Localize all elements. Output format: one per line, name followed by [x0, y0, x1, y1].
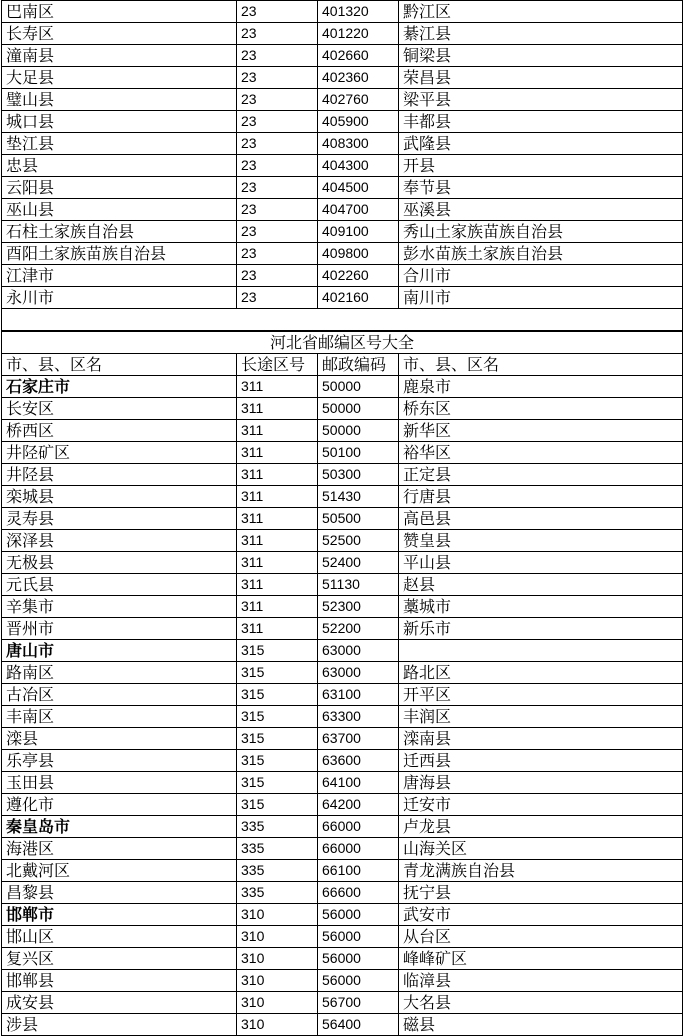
district-name-2: 开县 — [399, 155, 683, 177]
district-name: 海港区 — [2, 838, 237, 860]
postal-code: 63700 — [318, 728, 399, 750]
table-row — [2, 948, 683, 970]
district-name-2: 临漳县 — [399, 970, 683, 992]
postal-code: 50000 — [318, 420, 399, 442]
column-header-row — [2, 354, 683, 376]
district-name-2: 藁城市 — [399, 596, 683, 618]
district-name-2: 迁西县 — [399, 750, 683, 772]
district-name-2: 路北区 — [399, 662, 683, 684]
postal-code: 52200 — [318, 618, 399, 640]
district-name-2: 磁县 — [399, 1014, 683, 1036]
district-name-2: 抚宁县 — [399, 882, 683, 904]
spacer-section — [2, 309, 683, 332]
table-row — [2, 67, 683, 89]
area-code: 23 — [237, 89, 318, 111]
district-name-2: 丰润区 — [399, 706, 683, 728]
district-name-2 — [399, 640, 683, 662]
district-name-2: 峰峰矿区 — [399, 948, 683, 970]
table-row — [2, 287, 683, 309]
table-row — [2, 155, 683, 177]
area-code: 311 — [237, 464, 318, 486]
district-name: 潼南县 — [2, 45, 237, 67]
postal-code: 402760 — [318, 89, 399, 111]
area-code: 23 — [237, 221, 318, 243]
district-name: 云阳县 — [2, 177, 237, 199]
area-code: 315 — [237, 640, 318, 662]
table-row — [2, 464, 683, 486]
district-name-2: 大名县 — [399, 992, 683, 1014]
postal-code: 404300 — [318, 155, 399, 177]
postal-code: 56000 — [318, 948, 399, 970]
header-name: 市、县、区名 — [2, 354, 237, 376]
area-code: 311 — [237, 530, 318, 552]
district-name-2: 丰都县 — [399, 111, 683, 133]
area-code: 315 — [237, 662, 318, 684]
district-name-2: 合川市 — [399, 265, 683, 287]
district-name: 滦县 — [2, 728, 237, 750]
area-code: 23 — [237, 133, 318, 155]
area-code: 310 — [237, 926, 318, 948]
postal-code: 66600 — [318, 882, 399, 904]
area-code: 23 — [237, 199, 318, 221]
table-row — [2, 552, 683, 574]
district-name: 北戴河区 — [2, 860, 237, 882]
district-name: 遵化市 — [2, 794, 237, 816]
area-code: 311 — [237, 486, 318, 508]
table-row — [2, 45, 683, 67]
district-name: 辛集市 — [2, 596, 237, 618]
area-code: 310 — [237, 992, 318, 1014]
district-name: 邯郸县 — [2, 970, 237, 992]
postal-code: 64100 — [318, 772, 399, 794]
city-row — [2, 816, 683, 838]
table-row — [2, 111, 683, 133]
postal-code: 56700 — [318, 992, 399, 1014]
district-name-2: 荣昌县 — [399, 67, 683, 89]
district-name: 邯郸市 — [2, 904, 237, 926]
postal-code: 66000 — [318, 838, 399, 860]
area-code: 23 — [237, 265, 318, 287]
table-row — [2, 23, 683, 45]
postal-code: 56000 — [318, 904, 399, 926]
chongqing-section — [2, 1, 683, 309]
district-name-2: 鹿泉市 — [399, 376, 683, 398]
district-name: 栾城县 — [2, 486, 237, 508]
table-row — [2, 882, 683, 904]
district-name: 垫江县 — [2, 133, 237, 155]
table-row — [2, 177, 683, 199]
hebei-section — [2, 331, 683, 376]
district-name: 石柱土家族自治县 — [2, 221, 237, 243]
district-name-2: 山海关区 — [399, 838, 683, 860]
area-code: 23 — [237, 111, 318, 133]
postal-code: 402160 — [318, 287, 399, 309]
table-row — [2, 508, 683, 530]
district-name-2: 迁安市 — [399, 794, 683, 816]
postal-code: 50300 — [318, 464, 399, 486]
postal-code: 402660 — [318, 45, 399, 67]
table-row — [2, 992, 683, 1014]
area-code: 310 — [237, 948, 318, 970]
district-name: 石家庄市 — [2, 376, 237, 398]
area-code: 315 — [237, 684, 318, 706]
city-row — [2, 640, 683, 662]
district-name-2: 卢龙县 — [399, 816, 683, 838]
district-name: 忠县 — [2, 155, 237, 177]
district-name: 永川市 — [2, 287, 237, 309]
district-name-2: 巫溪县 — [399, 199, 683, 221]
district-name: 涉县 — [2, 1014, 237, 1036]
header-name-2: 市、县、区名 — [399, 354, 683, 376]
postal-code: 402260 — [318, 265, 399, 287]
header-area-code: 长途区号 — [237, 354, 318, 376]
postal-code: 52300 — [318, 596, 399, 618]
district-name: 长安区 — [2, 398, 237, 420]
district-name: 晋州市 — [2, 618, 237, 640]
section-title: 河北省邮编区号大全 — [2, 331, 683, 354]
table-row — [2, 772, 683, 794]
postal-code: 66100 — [318, 860, 399, 882]
area-code: 335 — [237, 860, 318, 882]
district-name-2: 彭水苗族土家族自治县 — [399, 243, 683, 265]
area-code: 311 — [237, 420, 318, 442]
postal-code: 409800 — [318, 243, 399, 265]
district-name: 复兴区 — [2, 948, 237, 970]
table-row — [2, 530, 683, 552]
district-name-2: 黔江区 — [399, 1, 683, 23]
district-name-2: 开平区 — [399, 684, 683, 706]
area-code: 23 — [237, 287, 318, 309]
table-row — [2, 221, 683, 243]
table-row — [2, 442, 683, 464]
table-row — [2, 199, 683, 221]
district-name-2: 綦江县 — [399, 23, 683, 45]
district-name: 桥西区 — [2, 420, 237, 442]
area-code: 311 — [237, 442, 318, 464]
district-name-2: 新乐市 — [399, 618, 683, 640]
area-code: 311 — [237, 552, 318, 574]
table-row — [2, 574, 683, 596]
postal-code: 52500 — [318, 530, 399, 552]
table-row — [2, 265, 683, 287]
district-name: 大足县 — [2, 67, 237, 89]
table-row — [2, 1, 683, 23]
postal-code: 66000 — [318, 816, 399, 838]
table-row — [2, 243, 683, 265]
table-row — [2, 728, 683, 750]
district-name-2: 从台区 — [399, 926, 683, 948]
area-code: 310 — [237, 970, 318, 992]
district-name: 长寿区 — [2, 23, 237, 45]
postal-code: 404700 — [318, 199, 399, 221]
district-name-2: 行唐县 — [399, 486, 683, 508]
district-name-2: 南川市 — [399, 287, 683, 309]
district-name: 路南区 — [2, 662, 237, 684]
district-name: 井陉矿区 — [2, 442, 237, 464]
area-code: 23 — [237, 1, 318, 23]
table-row — [2, 684, 683, 706]
area-code: 23 — [237, 45, 318, 67]
area-code: 315 — [237, 728, 318, 750]
district-name-2: 梁平县 — [399, 89, 683, 111]
table-row — [2, 926, 683, 948]
district-name-2: 桥东区 — [399, 398, 683, 420]
area-code: 315 — [237, 750, 318, 772]
area-code: 310 — [237, 1014, 318, 1036]
table-row — [2, 420, 683, 442]
section-title-row — [2, 331, 683, 354]
district-name-2: 铜梁县 — [399, 45, 683, 67]
postal-code: 50000 — [318, 376, 399, 398]
postal-code: 64200 — [318, 794, 399, 816]
postal-code: 409100 — [318, 221, 399, 243]
area-code: 23 — [237, 67, 318, 89]
postal-code: 56000 — [318, 970, 399, 992]
district-name: 成安县 — [2, 992, 237, 1014]
district-name: 城口县 — [2, 111, 237, 133]
district-name-2: 平山县 — [399, 552, 683, 574]
postal-code: 405900 — [318, 111, 399, 133]
area-code: 311 — [237, 508, 318, 530]
table-row — [2, 1014, 683, 1036]
district-name-2: 新华区 — [399, 420, 683, 442]
table-row — [2, 794, 683, 816]
district-name: 璧山县 — [2, 89, 237, 111]
district-name: 古冶区 — [2, 684, 237, 706]
district-name-2: 正定县 — [399, 464, 683, 486]
postal-code: 401220 — [318, 23, 399, 45]
postal-code: 402360 — [318, 67, 399, 89]
district-name: 邯山区 — [2, 926, 237, 948]
postal-code: 50500 — [318, 508, 399, 530]
postal-code: 408300 — [318, 133, 399, 155]
postal-code: 63100 — [318, 684, 399, 706]
area-code: 315 — [237, 794, 318, 816]
postal-code: 56000 — [318, 926, 399, 948]
postal-code: 401320 — [318, 1, 399, 23]
city-row — [2, 904, 683, 926]
postal-code-sheet — [1, 0, 683, 1036]
district-name: 巫山县 — [2, 199, 237, 221]
hebei-rows — [2, 376, 683, 1036]
district-name-2: 唐海县 — [399, 772, 683, 794]
district-name: 无极县 — [2, 552, 237, 574]
district-name: 乐亭县 — [2, 750, 237, 772]
table-row — [2, 89, 683, 111]
district-name-2: 赞皇县 — [399, 530, 683, 552]
postal-code: 50000 — [318, 398, 399, 420]
postal-code: 63300 — [318, 706, 399, 728]
area-code: 310 — [237, 904, 318, 926]
area-code: 23 — [237, 243, 318, 265]
area-code: 311 — [237, 574, 318, 596]
table-row — [2, 860, 683, 882]
area-code: 23 — [237, 23, 318, 45]
district-name-2: 滦南县 — [399, 728, 683, 750]
district-name: 深泽县 — [2, 530, 237, 552]
table-row — [2, 398, 683, 420]
table-row — [2, 970, 683, 992]
district-name-2: 裕华区 — [399, 442, 683, 464]
area-code: 311 — [237, 596, 318, 618]
district-name-2: 奉节县 — [399, 177, 683, 199]
blank-row — [2, 309, 683, 332]
district-name: 灵寿县 — [2, 508, 237, 530]
postal-code: 52400 — [318, 552, 399, 574]
district-name-2: 武安市 — [399, 904, 683, 926]
area-code: 311 — [237, 618, 318, 640]
postal-code: 63000 — [318, 640, 399, 662]
postal-code: 56400 — [318, 1014, 399, 1036]
area-code: 315 — [237, 772, 318, 794]
table-row — [2, 706, 683, 728]
district-name-2: 武隆县 — [399, 133, 683, 155]
postal-code: 404500 — [318, 177, 399, 199]
district-name-2: 秀山土家族苗族自治县 — [399, 221, 683, 243]
table-row — [2, 133, 683, 155]
header-postal-code: 邮政编码 — [318, 354, 399, 376]
area-code: 335 — [237, 838, 318, 860]
district-name: 井陉县 — [2, 464, 237, 486]
district-name: 江津市 — [2, 265, 237, 287]
city-row — [2, 376, 683, 398]
postal-code: 63000 — [318, 662, 399, 684]
table-row — [2, 750, 683, 772]
district-name-2: 青龙满族自治县 — [399, 860, 683, 882]
area-code: 315 — [237, 706, 318, 728]
table-row — [2, 662, 683, 684]
district-name: 昌黎县 — [2, 882, 237, 904]
postal-code: 50100 — [318, 442, 399, 464]
area-code: 23 — [237, 155, 318, 177]
district-name: 巴南区 — [2, 1, 237, 23]
postal-code: 51430 — [318, 486, 399, 508]
district-name: 秦皇岛市 — [2, 816, 237, 838]
area-code: 23 — [237, 177, 318, 199]
district-name: 玉田县 — [2, 772, 237, 794]
table-row — [2, 596, 683, 618]
district-name-2: 赵县 — [399, 574, 683, 596]
district-name: 元氏县 — [2, 574, 237, 596]
district-name: 唐山市 — [2, 640, 237, 662]
table-row — [2, 838, 683, 860]
area-code: 335 — [237, 882, 318, 904]
area-code: 311 — [237, 398, 318, 420]
district-name: 酉阳土家族苗族自治县 — [2, 243, 237, 265]
postal-code: 63600 — [318, 750, 399, 772]
area-code: 335 — [237, 816, 318, 838]
postal-code: 51130 — [318, 574, 399, 596]
table-row — [2, 486, 683, 508]
table-row — [2, 618, 683, 640]
area-code: 311 — [237, 376, 318, 398]
district-name: 丰南区 — [2, 706, 237, 728]
district-name-2: 高邑县 — [399, 508, 683, 530]
